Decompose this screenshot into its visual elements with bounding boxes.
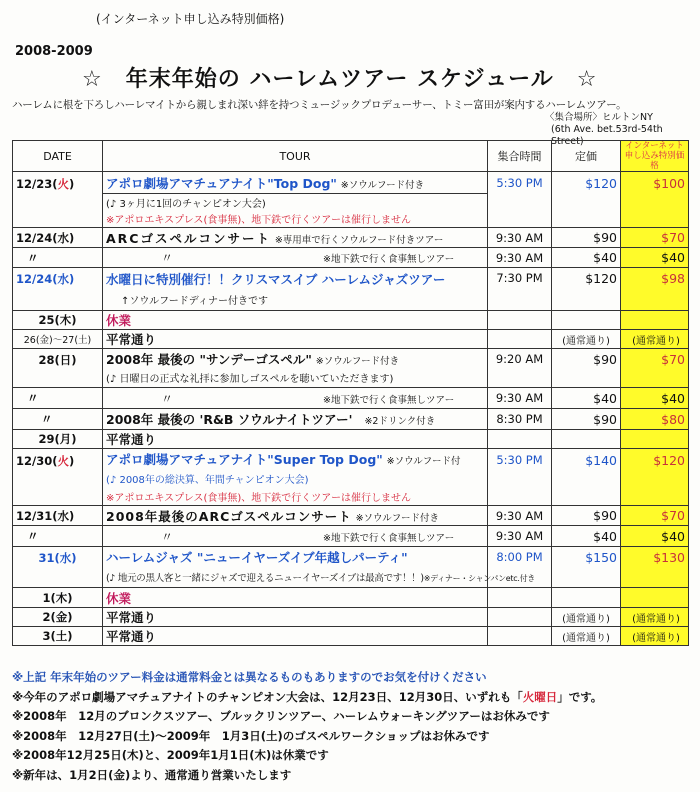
row-date: 3(土) [13, 627, 103, 646]
table-row [13, 627, 689, 646]
tour-cell [103, 228, 488, 248]
row-net-price: $40 [621, 526, 689, 547]
row-net-price: (通常通り) [621, 608, 689, 627]
row-price: $90 [552, 506, 621, 526]
table-row [13, 268, 689, 290]
row-price: $120 [552, 268, 621, 311]
tour-cell [103, 588, 488, 608]
row-date: 26(金)～27(土) [13, 330, 103, 349]
tour-cell [103, 627, 488, 646]
tour-title: 〃 [161, 391, 174, 406]
table-row [13, 409, 689, 430]
row-net-price: $120 [621, 449, 689, 506]
table-row [13, 588, 689, 608]
row-date: 2(金) [13, 608, 103, 627]
row-date: 1(木) [13, 588, 103, 608]
row-net-price: $98 [621, 268, 689, 311]
tour-note: ※地下鉄で行く食事無しツアー [323, 532, 455, 544]
tour-cell [103, 311, 488, 330]
tour-note: ※ソウルフード付 [386, 456, 461, 468]
row-date: 12/30(火) [13, 449, 103, 506]
tour-title: 〃 [161, 529, 174, 544]
row-price: $90 [552, 349, 621, 388]
table-row [13, 330, 689, 349]
table-row [13, 526, 689, 547]
note-tours-off: ※2008年 12月のブロンクスツアー、ブルックリンツアー、ハーレムウォーキングツアーはお休みです [12, 709, 550, 723]
row-net-price: (通常通り) [621, 627, 689, 646]
tour-note: ※2ドリンク付き [364, 416, 436, 427]
col-price: 定価 [552, 141, 621, 172]
tour-title: 2008年 最後の "サンデーゴスペル" [106, 351, 312, 367]
row-net-price: $130 [621, 547, 689, 588]
table-row [13, 388, 689, 409]
tour-cell [103, 349, 488, 369]
row-time [488, 608, 552, 627]
tour-sub: (♪ 3ヶ月に1回のチャンピオン大会) [103, 194, 488, 211]
tour-cell [103, 547, 488, 567]
row-price: $140 [552, 449, 621, 506]
tour-cell [103, 388, 488, 409]
table-row [13, 172, 689, 194]
tour-sub: (♪ 2008年の総決算、年間チャンピオン大会) [103, 470, 488, 488]
note-closed-days: ※2008年12月25日(木)と、2009年1月1日(木)は休業です [12, 748, 329, 762]
closed-label: 休業 [106, 590, 132, 606]
col-tour: TOUR [103, 141, 488, 172]
tour-note: ※地下鉄で行く食事無しツアー [323, 394, 455, 406]
tour-cell [103, 526, 488, 547]
table-row [13, 430, 689, 449]
tour-cell [103, 172, 488, 194]
row-net-price: $40 [621, 248, 689, 268]
row-time: 9:30 AM [488, 526, 552, 547]
row-time: 9:30 AM [488, 228, 552, 248]
row-date: 12/31(水) [13, 506, 103, 526]
row-price: (通常通り) [552, 330, 621, 349]
row-time: 5:30 PM [488, 449, 552, 506]
tour-cell [103, 268, 488, 290]
table-row [13, 608, 689, 627]
row-net-price: $70 [621, 228, 689, 248]
col-meeting-time: 集合時間 [488, 141, 552, 172]
meeting-place-name: 〈集合場所〉ヒルトンNY [545, 112, 653, 123]
tour-sub: (♪ 日曜日の正式な礼拝に参加しゴスペルを聴いていただきます) [103, 369, 488, 388]
row-time: 9:30 AM [488, 506, 552, 526]
row-net-price: $100 [621, 172, 689, 228]
row-date: 12/24(水) [13, 268, 103, 311]
tour-title: 2008年 最後の 'R&B ソウルナイトツアー' [106, 412, 353, 427]
row-net-price: $80 [621, 409, 689, 430]
note-new-year: ※新年は、1月2日(金)より、通常通り営業いたします [12, 767, 292, 782]
tour-cell [103, 608, 488, 627]
row-price: $120 [552, 172, 621, 228]
meeting-place-address: (6th Ave. bet.53rd-54th Street) [551, 124, 663, 147]
note-price-warning: ※上記 年末年始のツアー料金は通常料金とは異なるものもありますのでお気を付けください [12, 670, 487, 684]
row-date: 29(月) [13, 430, 103, 449]
tour-title: 平常通り [106, 432, 157, 447]
row-time: 8:00 PM [488, 547, 552, 588]
tour-note: ※ソウルフード付き [315, 355, 400, 367]
tour-title: 平常通り [106, 629, 157, 644]
row-date: 〃 [13, 388, 103, 409]
row-time: 9:20 AM [488, 349, 552, 388]
row-time: 9:30 AM [488, 248, 552, 268]
table-row [13, 228, 689, 248]
row-price: $40 [552, 248, 621, 268]
row-time [488, 627, 552, 646]
row-date: 25(木) [13, 311, 103, 330]
page-title: ☆ 年末年始の ハーレムツアー スケジュール ☆ [82, 67, 598, 92]
tour-title: ARCゴスペルコンサート [106, 230, 271, 246]
table-row [13, 449, 689, 470]
internet-price-note: (インターネット申し込み特別価格) [96, 12, 285, 26]
intro-text: ハーレムに根を下ろしハーレマイトから親しまれ深い絆を持つミュージックプロデューサー、トミー富田が案内するハーレムツアー。 [12, 99, 627, 111]
tour-title: 平常通り [106, 610, 157, 625]
tour-cell [103, 430, 488, 449]
table-row [13, 248, 689, 268]
row-price [552, 588, 621, 608]
row-date: 〃 [13, 526, 103, 547]
tour-cell [103, 449, 488, 470]
table-row [13, 311, 689, 330]
row-net-price [621, 430, 689, 449]
row-price: $90 [552, 228, 621, 248]
row-price [552, 311, 621, 330]
tour-sub: ↑ソウルフードディナー付きです [103, 290, 488, 311]
col-date: DATE [13, 141, 103, 172]
row-price: $40 [552, 526, 621, 547]
tour-sub: ※アポロエキスプレス(食事無)、地下鉄で行くツアーは催行しません [103, 488, 488, 506]
tour-cell [103, 330, 488, 349]
row-date: 〃 [13, 248, 103, 268]
row-net-price: $40 [621, 388, 689, 409]
row-time: 9:30 AM [488, 388, 552, 409]
schedule-table [12, 140, 689, 646]
row-net-price: (通常通り) [621, 330, 689, 349]
tour-sub: ※アポロエキスプレス(食事無)、地下鉄で行くツアーは催行しません [103, 211, 488, 228]
row-price: $90 [552, 409, 621, 430]
row-net-price [621, 588, 689, 608]
row-date: 12/23(火) [13, 172, 103, 228]
table-row [13, 349, 689, 369]
meeting-place [541, 112, 686, 147]
row-time [488, 430, 552, 449]
tour-sub: (♪ 地元の黒人客と一緒にジャズで迎えるニューイヤーズイブは最高です！！)※ディナー・シャンパンetc.付き [103, 567, 488, 588]
row-date: 31(水) [13, 547, 103, 588]
tour-title: 平常通り [106, 332, 157, 347]
row-net-price: $70 [621, 506, 689, 526]
tour-note: ※ソウルフード付き [355, 512, 439, 524]
season-years: 2008-2009 [15, 44, 93, 59]
table-header-row [13, 141, 689, 172]
row-price: (通常通り) [552, 608, 621, 627]
note-workshop-off: ※2008年 12月27日(土)～2009年 1月3日(土)のゴスペルワークショップはお休みです [12, 728, 490, 743]
row-net-price [621, 311, 689, 330]
tour-title: 2008年最後のARCゴスペルコンサート [106, 508, 352, 524]
tour-cell [103, 506, 488, 526]
row-date: 28(日) [13, 349, 103, 388]
row-price [552, 430, 621, 449]
tour-note: ※専用車で行くソウルフード付きツアー [274, 234, 444, 246]
row-time [488, 330, 552, 349]
row-time [488, 311, 552, 330]
tour-note: ※地下鉄で行く食事無しツアー [323, 254, 455, 265]
table-row [13, 506, 689, 526]
tour-cell [103, 409, 488, 430]
row-time: 8:30 PM [488, 409, 552, 430]
tour-title: 水曜日に特別催行！！クリスマスイブ ハーレムジャズツアー [106, 271, 446, 287]
tour-title: アポロ劇場アマチュアナイト"Top Dog" [106, 175, 337, 191]
closed-label: 休業 [106, 313, 132, 328]
row-price: (通常通り) [552, 627, 621, 646]
tour-title: ハーレムジャズ "ニューイヤーズイブ年越しパーティ" [106, 549, 408, 565]
footer-notes [12, 668, 692, 785]
row-price: $150 [552, 547, 621, 588]
row-time: 7:30 PM [488, 268, 552, 311]
row-date: 〃 [13, 409, 103, 430]
tour-cell [103, 248, 488, 268]
tour-title: 〃 [161, 251, 174, 265]
tour-title: アポロ劇場アマチュアナイト"Super Top Dog" [106, 452, 383, 468]
row-time: 5:30 PM [488, 172, 552, 228]
tour-note: ※ソウルフード付き [340, 179, 425, 191]
note-apollo: ※今年のアポロ劇場アマチュアナイトのチャンピオン大会は、12月23日、12月30日、いずれも「火曜日」です。 [12, 689, 603, 704]
row-price: $40 [552, 388, 621, 409]
row-net-price: $70 [621, 349, 689, 388]
table-row [13, 547, 689, 567]
row-time [488, 588, 552, 608]
col-internet-price: インターネット申し込み特別価格 [621, 141, 689, 172]
row-date: 12/24(水) [13, 228, 103, 248]
